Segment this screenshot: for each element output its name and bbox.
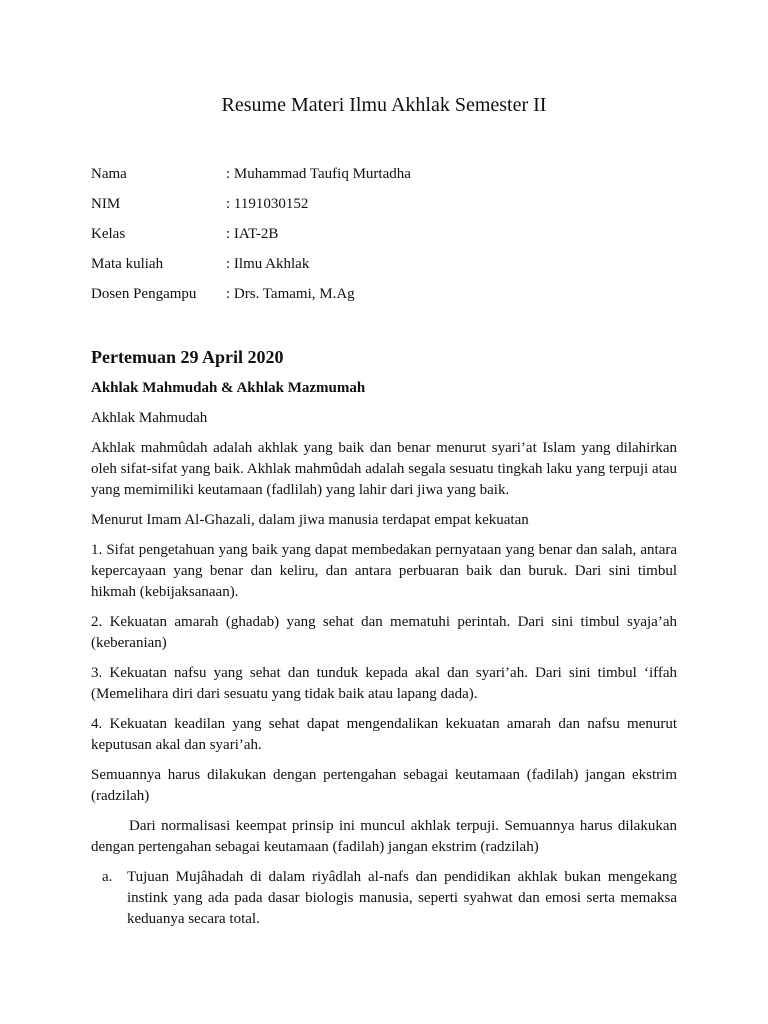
identity-row-name [91, 164, 677, 194]
identity-label: Kelas [91, 226, 126, 242]
document-title: Resume Materi Ilmu Akhlak Semester II [221, 94, 547, 116]
identity-label: NIM [91, 196, 121, 212]
paragraph-normalization: Dari normalisasi keempat prinsip ini muncul akhlak terpuji. Semuannya harus dilakukan dengan pertengahan sebagai keutamaan (fadilah) jangan ekstrim (radzilah) [91, 818, 677, 855]
meeting-heading: Pertemuan 29 April 2020 [91, 347, 284, 367]
identity-row-nim [91, 194, 677, 224]
identity-label: Nama [91, 166, 127, 182]
identity-value: : 1191030152 [226, 196, 309, 212]
identity-row-lecturer [91, 284, 677, 314]
identity-value: : Muhammad Taufiq Murtadha [226, 166, 411, 182]
paragraph-definition: Akhlak mahmûdah adalah akhlak yang baik dan benar menurut syari’at Islam yang dilahirkan oleh sifat-sifat yang baik. Akhlak mahmûdah adalah segala sesuatu tingkah laku yang terpuji atau yang memimiliki keutamaan (fadlilah) yang lahir dari jiwa yang baik. [91, 440, 677, 498]
list-item [91, 867, 677, 930]
section-label: Akhlak Mahmudah [91, 410, 208, 426]
identity-row-class [91, 224, 677, 254]
list-text: Tujuan Mujâhadah di dalam riyâdlah al-nafs dan pendidikan akhlak bukan mengekang instink yang ada pada dasar biologis manusia, seperti syahwat dan emosi serta memaksa keduanya secara total. [127, 869, 677, 927]
paragraph-intro: Menurut Imam Al-Ghazali, dalam jiwa manusia terdapat empat kekuatan [91, 512, 529, 528]
identity-value: : Drs. Tamami, M.Ag [226, 286, 355, 302]
paragraph-summary: Semuannya harus dilakukan dengan pertengahan sebagai keutamaan (fadilah) jangan ekstrim (radzilah) [91, 767, 677, 804]
paragraph-point-2: 2. Kekuatan amarah (ghadab) yang sehat dan mematuhi perintah. Dari sini timbul syaja’ah (keberanian) [91, 614, 677, 651]
paragraph-point-4: 4. Kekuatan keadilan yang sehat dapat mengendalikan kekuatan amarah dan nafsu menurut keputusan akal dan syari’ah. [91, 716, 677, 753]
paragraph-point-1: 1. Sifat pengetahuan yang baik yang dapat membedakan pernyataan yang benar dan salah, antara kepercayaan yang benar dan keliru, dan antara perbuaran baik dan buruk. Dari sini timbul hikmah (kebijaksanaan). [91, 542, 677, 600]
paragraph-point-3: 3. Kekuatan nafsu yang sehat dan tunduk kepada akal dan syari’ah. Dari sini timbul ‘iffah (Memelihara diri dari sesuatu yang tidak baik atau lapang dada). [91, 665, 677, 702]
identity-label: Mata kuliah [91, 256, 164, 272]
identity-row-course [91, 254, 677, 284]
identity-table [91, 164, 677, 314]
identity-value: : Ilmu Akhlak [226, 256, 310, 272]
list-marker: a. [102, 869, 113, 885]
identity-label: Dosen Pengampu [91, 286, 197, 302]
identity-value: : IAT-2B [226, 226, 279, 242]
section-heading: Akhlak Mahmudah & Akhlak Mazmumah [91, 380, 366, 396]
document-body [91, 344, 677, 930]
